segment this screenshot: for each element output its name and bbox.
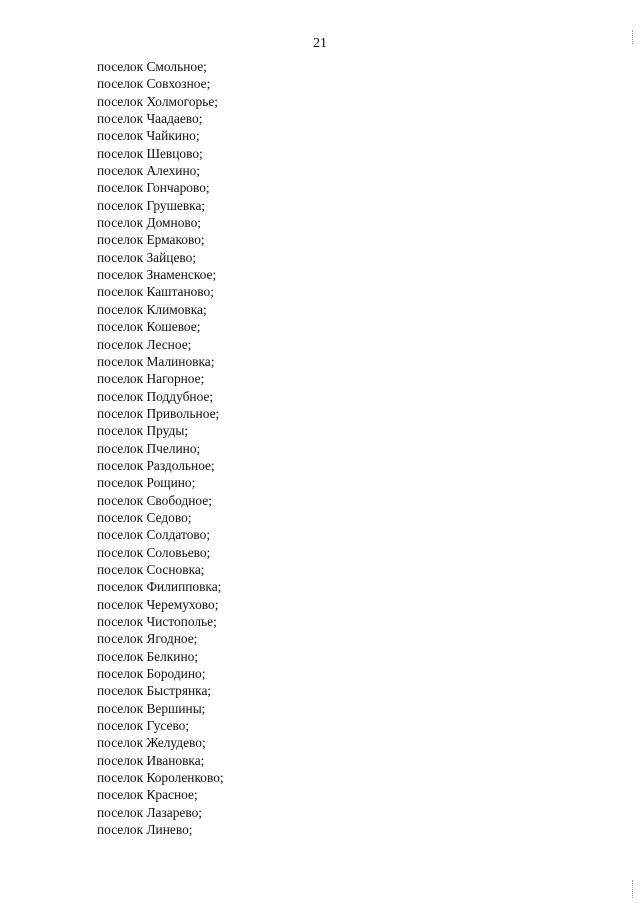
page-number: 21 [313,36,327,51]
list-item: поселок Холмогорье; [97,93,218,109]
list-item: поселок Алехино; [97,163,201,179]
list-item: поселок Филипповка; [97,579,222,595]
list-item: поселок Ермаково; [97,232,205,248]
list-item: поселок Смольное; [97,59,207,74]
list-item: поселок Домново; [97,215,202,231]
list-item: поселок Привольное; [97,405,220,421]
list-item: поселок Вершины; [97,700,206,716]
list-item: поселок Лесное; [97,336,192,352]
list-item: поселок Зайцево; [97,249,197,265]
list-item: поселок Линево; [97,822,193,838]
list-item: поселок Ягодное; [97,631,198,647]
list-item: поселок Пчелино; [97,440,201,456]
list-item: поселок Гусево; [97,718,190,734]
list-item: поселок Кошевое; [97,319,201,335]
list-item: поселок Пруды; [97,423,189,439]
list-item: поселок Гончарово; [97,180,210,196]
list-item: поселок Короленково; [97,770,224,786]
list-item: поселок Солдатово; [97,527,211,543]
list-item: поселок Малиновка; [97,353,215,369]
list-item: поселок Раздольное; [97,457,215,473]
list-item: поселок Поддубное; [97,388,214,404]
list-item: поселок Белкино; [97,648,199,664]
list-item: поселок Климовка; [97,301,207,317]
list-item: поселок Лазарево; [97,804,203,820]
list-item: поселок Ивановка; [97,752,205,768]
list-item: поселок Чайкино; [97,128,200,144]
list-item: поселок Чаадаево; [97,111,203,127]
list-item: поселок Нагорное; [97,371,205,387]
list-item: поселок Быстрянка; [97,683,212,699]
list-item: поселок Бородино; [97,666,206,682]
list-item: поселок Рощино; [97,475,196,491]
list-item: поселок Шевцово; [97,145,203,161]
list-item: поселок Желудево; [97,735,206,751]
settlement-list [97,58,224,838]
list-item: поселок Каштаново; [97,284,214,300]
list-item: поселок Черемухово; [97,596,219,612]
list-item: поселок Свободное; [97,492,212,508]
list-item: поселок Сосновка; [97,561,205,577]
list-item: поселок Красное; [97,787,198,803]
list-item: поселок Знаменское; [97,267,217,283]
list-item: поселок Чистополье; [97,614,217,629]
list-item: поселок Грушевка; [97,197,206,213]
list-item: поселок Соловьево; [97,544,211,560]
scan-edge-mark [632,30,637,44]
list-item: поселок Седово; [97,509,192,525]
scan-edge-mark-bottom [632,880,637,898]
list-item: поселок Совхозное; [97,76,211,92]
